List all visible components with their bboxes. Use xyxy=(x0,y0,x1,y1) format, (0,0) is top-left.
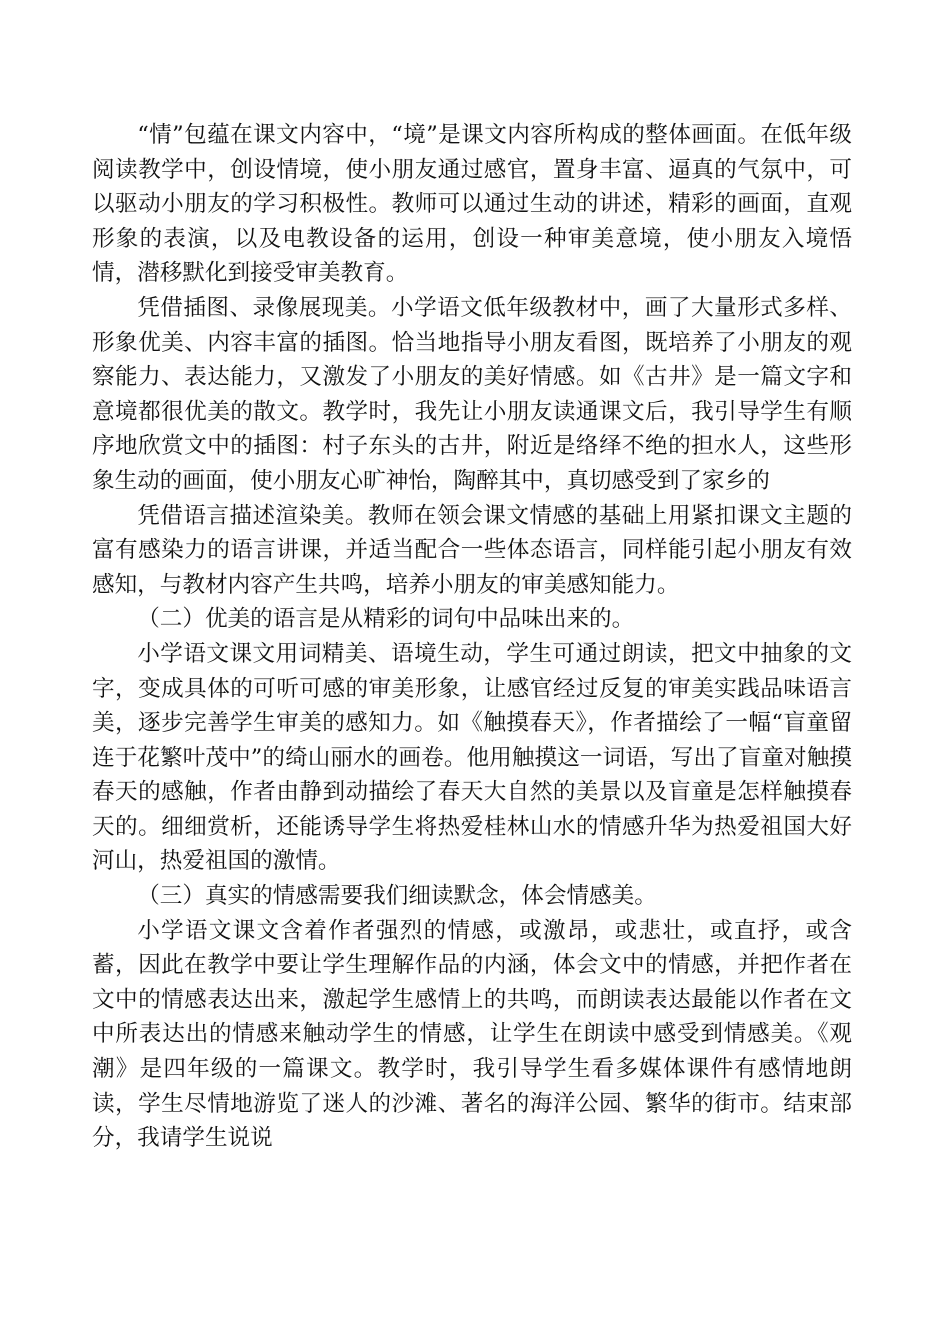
paragraph-situation-intro: “情”包蕴在课文内容中，“境”是课文内容所构成的整体画面。在低年级阅读教学中，创设情境，使小朋友通过感官，置身丰富、逼真的气氛中，可以驱动小朋友的学习积极性。教师可以通过生动的讲述，精彩的画面，直观形象的表演，以及电教设备的运用，创设一种审美意境，使小朋友入境悟情，潜移默化到接受审美教育。 xyxy=(92,122,852,287)
section-heading-3: （三）真实的情感需要我们细读默念，体会情感美。 xyxy=(137,883,657,910)
document-body xyxy=(92,118,852,1156)
section-heading-2: （二）优美的语言是从精彩的词句中品味出来的。 xyxy=(137,606,635,633)
paragraph-illustration: 凭借插图、录像展现美。小学语文低年级教材中，画了大量形式多样、形象优美、内容丰富的插图。恰当地指导小朋友看图，既培养了小朋友的观察能力、表达能力，又激发了小朋友的美好情感。如《古井》是一篇文字和意境都很优美的散文。教学时，我先让小朋友读通课文后，我引导学生有顺序地欣赏文中的插图：村子东头的古井，附近是络绎不绝的担水人，这些形象生动的画面，使小朋友心旷神怡，陶醉其中，真切感受到了家乡的 xyxy=(92,294,852,494)
paragraph-language-description: 凭借语言描述渲染美。教师在领会课文情感的基础上用紧扣课文主题的富有感染力的语言讲课，并适当配合一些体态语言，同样能引起小朋友有效感知，与教材内容产生共鸣，培养小朋友的审美感知能力。 xyxy=(92,502,852,598)
paragraph-beautiful-language: 小学语文课文用词精美、语境生动，学生可通过朗读，把文中抽象的文字，变成具体的可听可感的审美形象，让感官经过反复的审美实践品味语言美，逐步完善学生审美的感知力。如《触摸春天》，作者描绘了一幅“盲童留连于花繁叶茂中”的绮山丽水的画卷。他用触摸这一词语，写出了盲童对触摸春天的感触，作者由静到动描绘了春天大自然的美景以及盲童是怎样触摸春天的。细细赏析，还能诱导学生将热爱桂林山水的情感升华为热爱祖国大好河山，热爱祖国的激情。 xyxy=(92,640,852,875)
paragraph-emotion: 小学语文课文含着作者强烈的情感，或激昂，或悲壮，或直抒，或含蓄，因此在教学中要让学生理解作品的内涵，体会文中的情感，并把作者在文中的情感表达出来，激起学生感情上的共鸣，而朗读表达最能以作者在文中所表达出的情感来触动学生的情感，让学生在朗读中感受到情感美。《观潮》是四年级的一篇课文。教学时，我引导学生看多媒体课件有感情地朗读，学生尽情地游览了迷人的沙滩、著名的海洋公园、繁华的街市。结束部分，我请学生说说 xyxy=(92,917,852,1152)
